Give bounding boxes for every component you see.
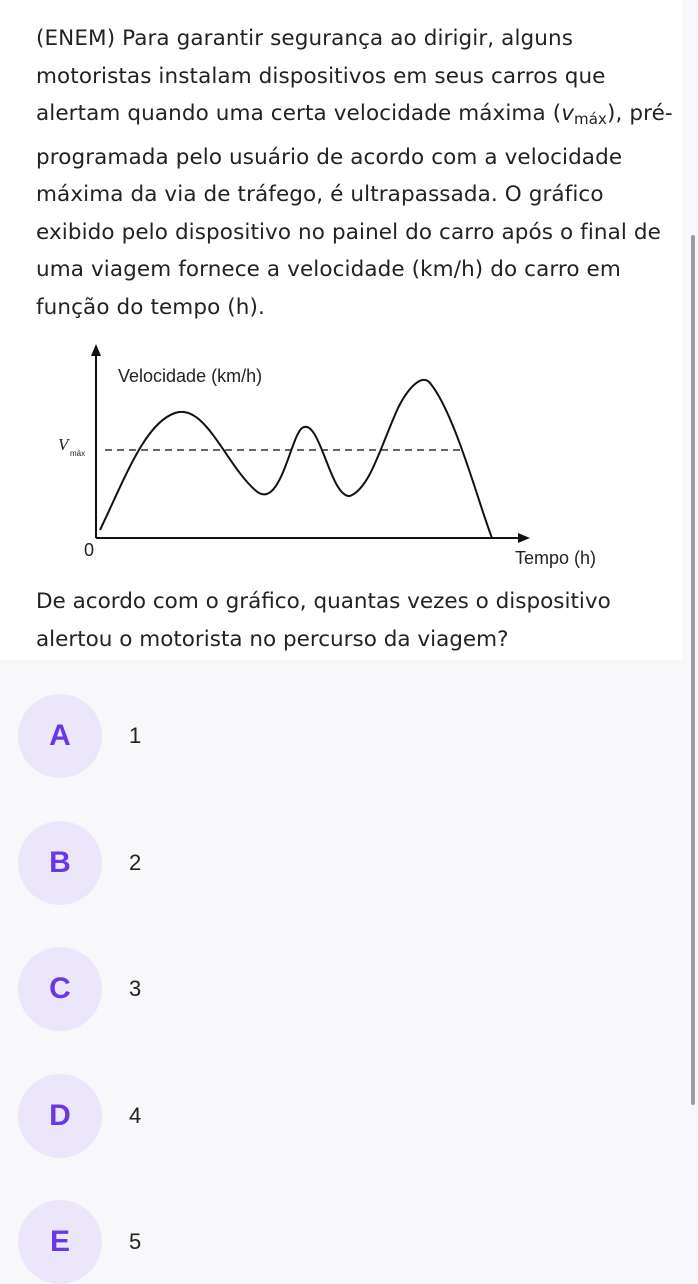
option-c[interactable]: [18, 947, 678, 1031]
option-label: 4: [129, 1103, 142, 1128]
vmax-subscript: máx: [574, 110, 607, 128]
option-a[interactable]: [18, 694, 678, 778]
option-letter-badge: A: [18, 694, 102, 778]
option-label: 3: [129, 976, 142, 1001]
option-letter-badge: E: [18, 1200, 102, 1284]
statement-text-before: (ENEM) Para garantir segurança ao dirigir, alguns motoristas instalam dispositivos em seus carros que alertam quando uma certa velocidade máxima (: [36, 26, 606, 126]
option-letter-badge: B: [18, 821, 102, 905]
origin-label: 0: [84, 540, 95, 560]
speed-time-graph: [30, 338, 650, 578]
y-axis-arrow: [91, 344, 101, 356]
y-axis-label: Velocidade (km/h): [118, 366, 263, 386]
option-letter-badge: D: [18, 1074, 102, 1158]
prompt-text: De acordo com o gráfico, quantas vezes o dispositivo alertou o motorista no percurso da viagem?: [36, 589, 611, 652]
vmax-label: V: [58, 435, 69, 454]
option-b[interactable]: [18, 821, 678, 905]
vmax-symbol: v: [561, 101, 575, 126]
speed-curve: [100, 380, 492, 538]
option-e[interactable]: [18, 1200, 678, 1284]
question-statement: [36, 20, 676, 326]
statement-text-after: ), pré-programada pelo usuário de acordo com a velocidade máxima da via de tráfego, é ultrapassada. O gráfico exibido pelo dispositivo no painel do carro após o final de uma viagem fornece a velocidade (km/h) do carro em função do tempo (h).: [36, 101, 673, 320]
option-label: 2: [129, 850, 142, 875]
option-d[interactable]: [18, 1074, 678, 1158]
question-prompt: [36, 583, 681, 658]
vmax-label-sub: máx: [70, 449, 86, 458]
x-axis-arrow: [518, 533, 530, 543]
option-label: 5: [129, 1229, 142, 1254]
option-label: 1: [129, 723, 142, 748]
x-axis-label: Tempo (h): [515, 548, 597, 568]
scrollbar[interactable]: [691, 235, 695, 1105]
option-letter-badge: C: [18, 947, 102, 1031]
